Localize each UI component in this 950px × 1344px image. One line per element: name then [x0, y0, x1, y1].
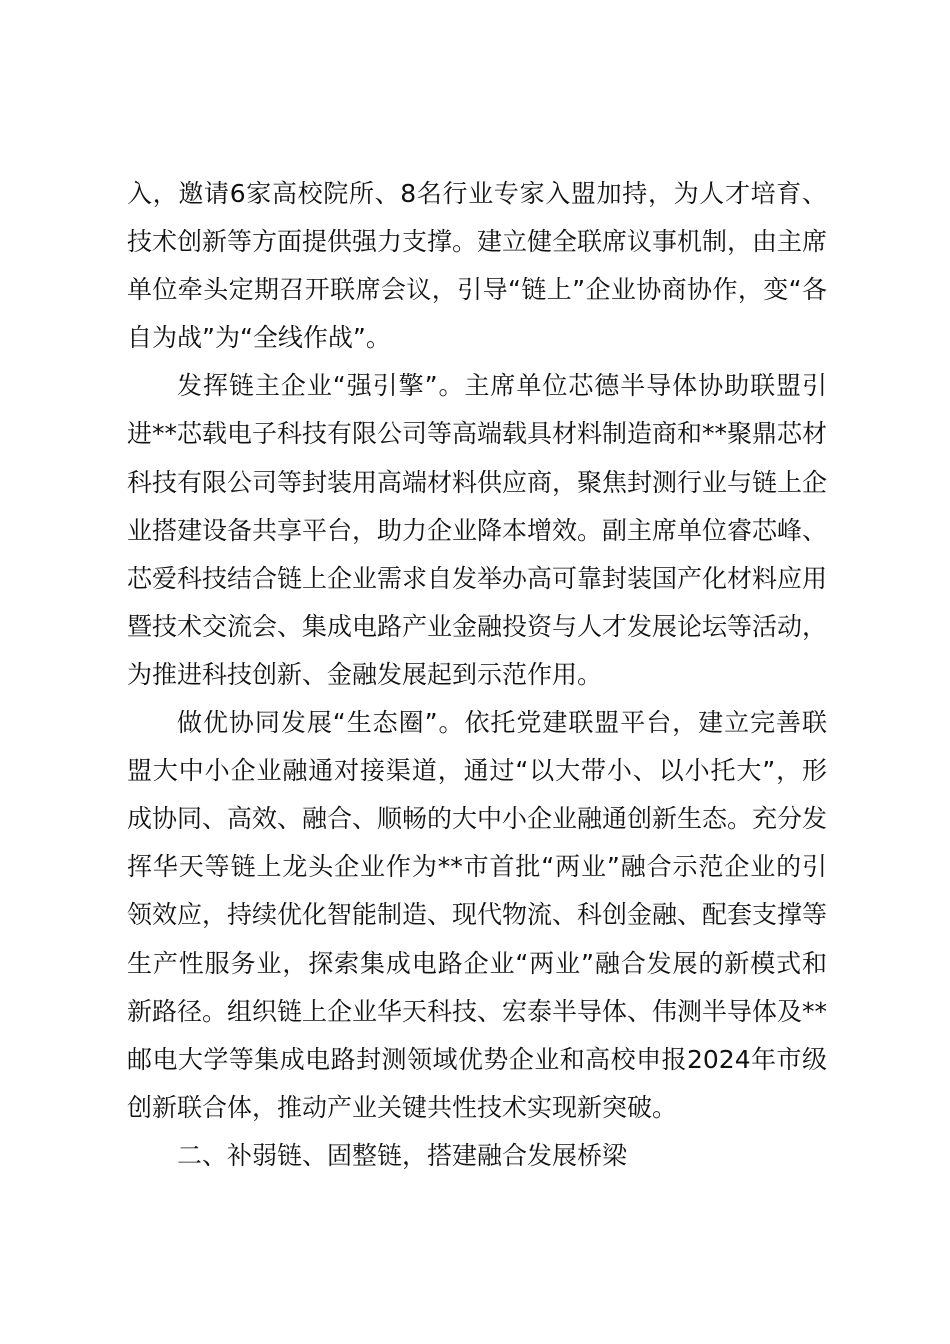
paragraph-continuation: 入，邀请6家高校院所、8名行业专家入盟加持，为人才培育、技术创新等方面提供强力支撑。建立健全联席议事机制，由主席单位牵头定期召开联席会议，引导“链上”企业协商协作，变“各自为战”为“全线作战”。 — [127, 179, 828, 353]
section-heading: 二、补弱链、固整链，搭建融合发展桥梁 — [177, 1140, 628, 1170]
paragraph-ecosystem: 做优协同发展“生态圈”。依托党建联盟平台，建立完善联盟大中小企业融通对接渠道，通过“以大带小、以小托大”，形成协同、高效、融合、顺畅的大中小企业融通创新生态。充分发挥华天等链上龙头企业作为**市首批“两业”融合示范企业的引领效应，持续优化智能制造、现代物流、科创金融、配套支撑等生产性服务业，探索集成电路企业“两业”融合发展的新模式和新路径。组织链上企业华天科技、宏泰半导体、伟测半导体及**邮电大学等集成电路封测领域优势企业和高校申报2024年市级创新联合体，推动产业关键共性技术实现新突破。 — [127, 708, 828, 1122]
document-body — [127, 170, 827, 1180]
paragraph-chain-leader: 发挥链主企业“强引擎”。主席单位芯德半导体协助联盟引进**芯载电子科技有限公司等高端载具材料制造商和**聚鼎芯材科技有限公司等封装用高端材料供应商，聚焦封测行业与链上企业搭建设备共享平台，助力企业降本增效。副主席单位睿芯峰、芯爱科技结合链上企业需求自发举办高可靠封装国产化材料应用暨技术交流会、集成电路产业金融投资与人才发展论坛等活动，为推进科技创新、金融发展起到示范作用。 — [127, 371, 828, 689]
